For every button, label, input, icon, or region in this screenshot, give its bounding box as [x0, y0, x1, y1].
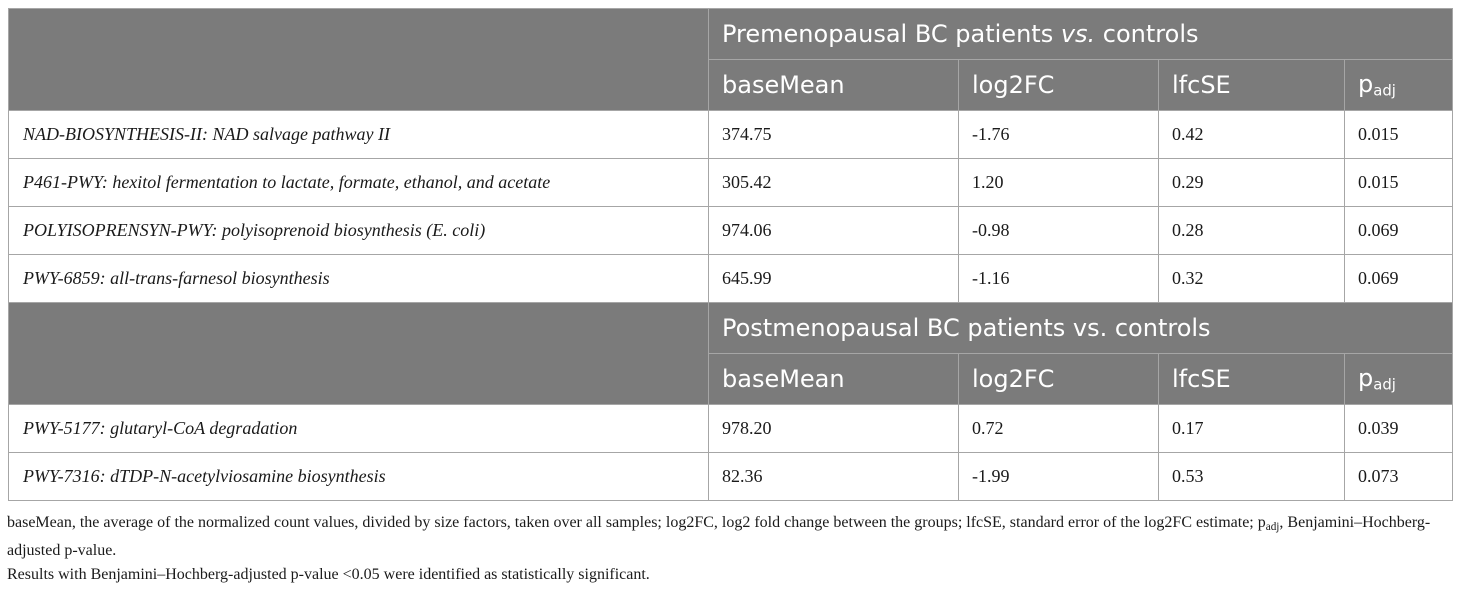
footnote-significance: Results with Benjamini–Hochberg-adjusted p-value <0.05 were identified as statistically significant.	[7, 565, 650, 583]
col-header-log2fc: log2FC	[959, 60, 1159, 111]
col-header-basemean: baseMean	[709, 354, 959, 405]
group-title-premenopausal: Premenopausal BC patients vs. controls	[709, 9, 1453, 60]
basemean-cell: 82.36	[709, 453, 959, 501]
padj-cell: 0.015	[1345, 111, 1453, 159]
table-row	[9, 453, 1453, 501]
table-footnotes	[7, 511, 1447, 587]
table-row	[9, 255, 1453, 303]
footnote-abbreviations: baseMean, the average of the normalized count values, divided by size factors, taken over all samples; log2FC, log2 fold change between the groups; lfcSE, standard error of the log2FC estimate; $p_{adj}$, Benjamini–Hochberg-adjusted p-value.	[7, 514, 1431, 559]
basemean-cell: 645.99	[709, 255, 959, 303]
basemean-cell: 974.06	[709, 207, 959, 255]
basemean-cell: 374.75	[709, 111, 959, 159]
col-header-lfcse: lfcSE	[1159, 354, 1345, 405]
padj-cell: 0.073	[1345, 453, 1453, 501]
log2fc-cell: -1.16	[959, 255, 1159, 303]
pathway-cell: P461-PWY: hexitol fermentation to lactate, formate, ethanol, and acetate	[9, 159, 709, 207]
col-header-basemean: baseMean	[709, 60, 959, 111]
header-empty-cell	[9, 9, 709, 111]
lfcse-cell: 0.32	[1159, 255, 1345, 303]
group-title-postmenopausal: Postmenopausal BC patients vs. controls	[709, 303, 1453, 354]
table-row	[9, 207, 1453, 255]
log2fc-cell: 1.20	[959, 159, 1159, 207]
section-header-postmenopausal	[9, 303, 1453, 354]
padj-cell: 0.069	[1345, 255, 1453, 303]
pathway-cell: PWY-6859: all-trans-farnesol biosynthesis	[9, 255, 709, 303]
pathway-cell: PWY-5177: glutaryl-CoA degradation	[9, 405, 709, 453]
lfcse-cell: 0.53	[1159, 453, 1345, 501]
col-header-log2fc: log2FC	[959, 354, 1159, 405]
log2fc-cell: -1.99	[959, 453, 1159, 501]
section-header-premenopausal	[9, 9, 1453, 60]
padj-cell: 0.069	[1345, 207, 1453, 255]
lfcse-cell: 0.29	[1159, 159, 1345, 207]
lfcse-cell: 0.28	[1159, 207, 1345, 255]
results-table	[8, 8, 1453, 501]
col-header-padj: $p_{adj}$	[1345, 354, 1453, 405]
table-row	[9, 405, 1453, 453]
pathway-cell: PWY-7316: dTDP-N-acetylviosamine biosynthesis	[9, 453, 709, 501]
basemean-cell: 305.42	[709, 159, 959, 207]
pathway-cell: POLYISOPRENSYN-PWY: polyisoprenoid biosynthesis (E. coli)	[9, 207, 709, 255]
log2fc-cell: -0.98	[959, 207, 1159, 255]
padj-cell: 0.015	[1345, 159, 1453, 207]
lfcse-cell: 0.17	[1159, 405, 1345, 453]
col-header-padj: $p_{adj}$	[1345, 60, 1453, 111]
log2fc-cell: -1.76	[959, 111, 1159, 159]
header-empty-cell	[9, 303, 709, 405]
table-row	[9, 159, 1453, 207]
col-header-lfcse: lfcSE	[1159, 60, 1345, 111]
log2fc-cell: 0.72	[959, 405, 1159, 453]
lfcse-cell: 0.42	[1159, 111, 1345, 159]
padj-cell: 0.039	[1345, 405, 1453, 453]
pathway-cell: NAD-BIOSYNTHESIS-II: NAD salvage pathway II	[9, 111, 709, 159]
basemean-cell: 978.20	[709, 405, 959, 453]
table-row	[9, 111, 1453, 159]
